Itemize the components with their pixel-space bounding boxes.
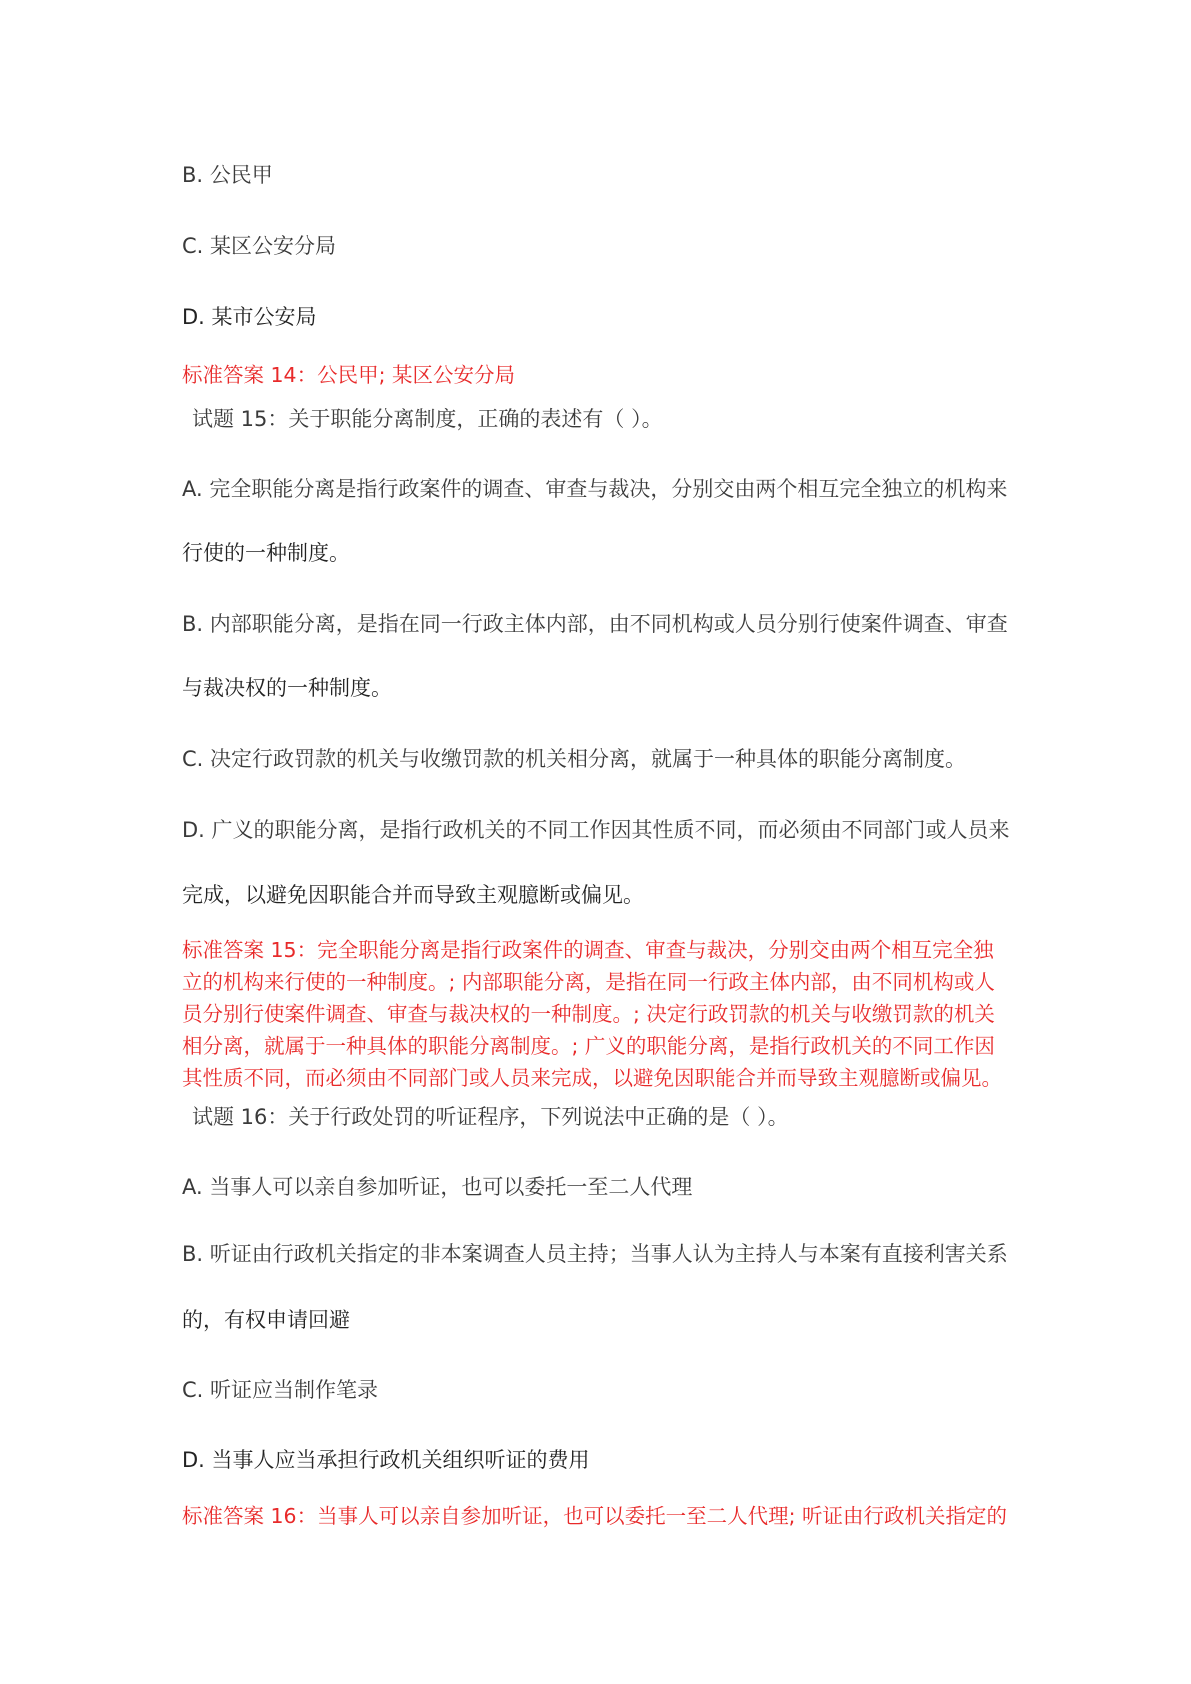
q15-question: 试题 15：关于职能分离制度，正确的表述有（ ）。 xyxy=(192,407,663,431)
q15-answer-line: 员分别行使案件调查、审查与裁决权的一种制度。; 决定行政罚款的机关与收缴罚款的机关 xyxy=(182,1002,995,1026)
q14-answer xyxy=(182,359,1022,391)
q15-option-c: C. 决定行政罚款的机关与收缴罚款的机关相分离，就属于一种具体的职能分离制度。 xyxy=(182,747,967,771)
q16-option-b-line-2: 的，有权申请回避 xyxy=(182,1308,350,1332)
q16-option-d: D. 当事人应当承担行政机关组织听证的费用 xyxy=(182,1448,590,1472)
q14-option-c: C. 某区公安分局 xyxy=(182,234,337,258)
q15-answer-line: 其性质不同，而必须由不同部门或人员来完成，以避免因职能合并而导致主观臆断或偏见。 xyxy=(182,1066,1002,1090)
q15-option-d-line-1: D. 广义的职能分离，是指行政机关的不同工作因其性质不同，而必须由不同部门或人员来 xyxy=(182,818,1010,842)
q15-option-b-line-2: 与裁决权的一种制度。 xyxy=(182,676,392,700)
q16-answer xyxy=(182,1500,1022,1532)
q15-answer-line: 立的机构来行使的一种制度。; 内部职能分离，是指在同一行政主体内部，由不同机构或人 xyxy=(182,970,995,994)
q15-option-a-line-2: 行使的一种制度。 xyxy=(182,541,350,565)
q15-answer-line: 标准答案 15：完全职能分离是指行政案件的调查、审查与裁决，分别交由两个相互完全独 xyxy=(182,938,994,962)
q14-answer-text: 标准答案 14：公民甲; 某区公安分局 xyxy=(182,363,516,387)
q15-option-d-line-2: 完成，以避免因职能合并而导致主观臆断或偏见。 xyxy=(182,883,644,907)
q16-answer-line: 标准答案 16：当事人可以亲自参加听证，也可以委托一至二人代理; 听证由行政机关指定的 xyxy=(182,1504,1008,1528)
q15-answer-line: 相分离，就属于一种具体的职能分离制度。; 广义的职能分离，是指行政机关的不同工作因 xyxy=(182,1034,995,1058)
q16-option-c: C. 听证应当制作笔录 xyxy=(182,1378,379,1402)
q14-option-d: D. 某市公安局 xyxy=(182,305,317,329)
q15-option-a-line-1: A. 完全职能分离是指行政案件的调查、审查与裁决，分别交由两个相互完全独立的机构来 xyxy=(182,477,1008,501)
q16-option-b-line-1: B. 听证由行政机关指定的非本案调查人员主持；当事人认为主持人与本案有直接利害关系 xyxy=(182,1242,1008,1266)
q14-option-b: B. 公民甲 xyxy=(182,163,273,187)
q16-option-a: A. 当事人可以亲自参加听证，也可以委托一至二人代理 xyxy=(182,1175,693,1199)
q16-question: 试题 16：关于行政处罚的听证程序，下列说法中正确的是（ ）。 xyxy=(192,1105,789,1129)
q15-option-b-line-1: B. 内部职能分离，是指在同一行政主体内部，由不同机构或人员分别行使案件调查、审查 xyxy=(182,612,1008,636)
q15-answer xyxy=(182,934,1022,1094)
